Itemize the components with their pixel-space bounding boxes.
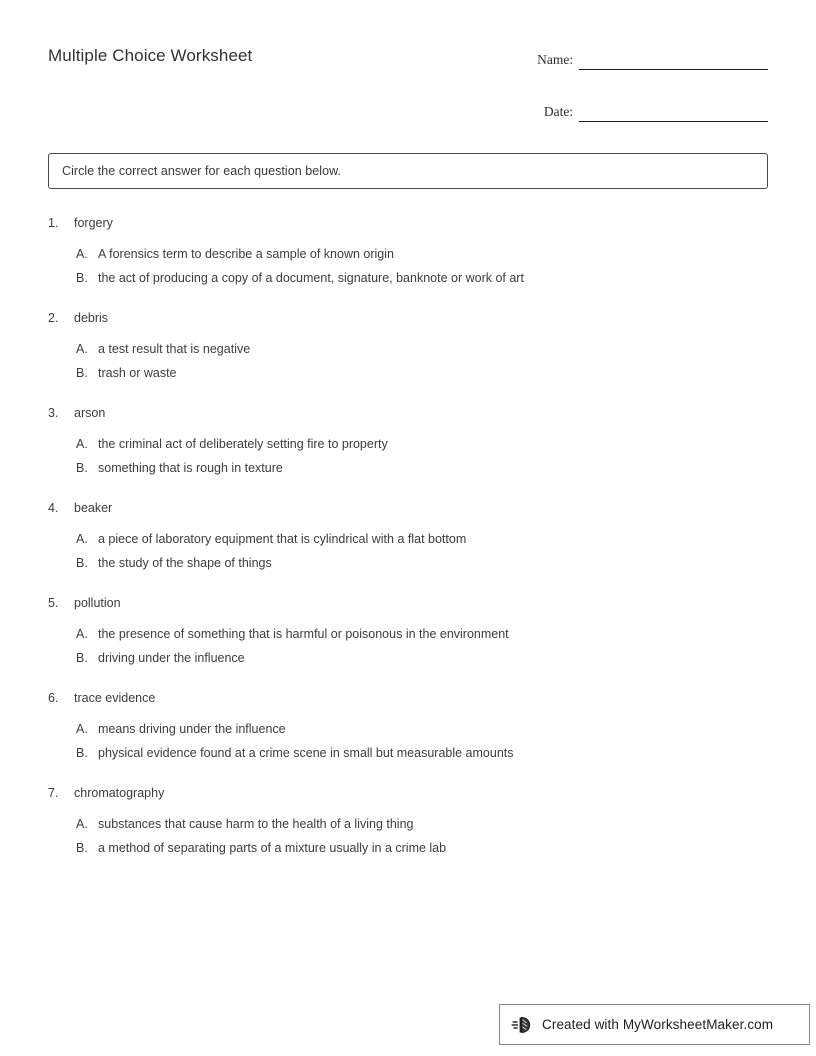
- question-term: arson: [74, 406, 106, 420]
- worksheet-header: [48, 40, 768, 120]
- instruction-box: [48, 153, 768, 189]
- option-text: driving under the influence: [98, 651, 245, 665]
- option-letter: B.: [76, 651, 88, 665]
- question-number: 3.: [48, 406, 59, 420]
- created-with-badge[interactable]: [499, 1004, 810, 1045]
- date-field-row: [518, 92, 768, 122]
- instruction-text: Circle the correct answer for each question below.: [62, 164, 342, 178]
- option-letter: B.: [76, 746, 88, 760]
- student-fields: [518, 40, 768, 122]
- option-letter: A.: [76, 532, 88, 546]
- option-text: the presence of something that is harmful or poisonous in the environment: [98, 627, 509, 641]
- option-text: A forensics term to describe a sample of known origin: [98, 247, 394, 261]
- question-number: 1.: [48, 216, 59, 230]
- option-letter: A.: [76, 722, 88, 736]
- question-block: [48, 311, 768, 380]
- question-term: chromatography: [74, 786, 165, 800]
- name-field-row: [518, 40, 768, 70]
- option-letter: B.: [76, 271, 88, 285]
- answer-option[interactable]: [76, 746, 768, 760]
- option-text: a piece of laboratory equipment that is cylindrical with a flat bottom: [98, 532, 467, 546]
- question-block: [48, 691, 768, 760]
- option-letter: A.: [76, 247, 88, 261]
- answer-option[interactable]: [76, 461, 768, 475]
- question-number: 5.: [48, 596, 59, 610]
- question-header: [48, 501, 768, 515]
- question-header: [48, 596, 768, 610]
- answer-option[interactable]: [76, 556, 768, 570]
- answer-option[interactable]: [76, 437, 768, 451]
- answer-option[interactable]: [76, 247, 768, 261]
- badge-label: Created with MyWorksheetMaker.com: [542, 1017, 774, 1032]
- question-block: [48, 596, 768, 665]
- question-term: pollution: [74, 596, 121, 610]
- option-letter: B.: [76, 366, 88, 380]
- date-input-line[interactable]: [579, 104, 768, 122]
- option-letter: A.: [76, 627, 88, 641]
- question-header: [48, 311, 768, 325]
- option-text: something that is rough in texture: [98, 461, 283, 475]
- answer-option[interactable]: [76, 532, 768, 546]
- question-header: [48, 406, 768, 420]
- question-block: [48, 786, 768, 855]
- name-input-line[interactable]: [579, 52, 768, 70]
- option-text: a method of separating parts of a mixture usually in a crime lab: [98, 841, 447, 855]
- question-term: beaker: [74, 501, 113, 515]
- option-text: trash or waste: [98, 366, 177, 380]
- option-letter: B.: [76, 841, 88, 855]
- option-text: physical evidence found at a crime scene in small but measurable amounts: [98, 746, 514, 760]
- question-header: [48, 786, 768, 800]
- answer-option[interactable]: [76, 841, 768, 855]
- answer-option[interactable]: [76, 342, 768, 356]
- answer-option[interactable]: [76, 366, 768, 380]
- option-text: the act of producing a copy of a document, signature, banknote or work of art: [98, 271, 524, 285]
- answer-option[interactable]: [76, 271, 768, 285]
- question-header: [48, 691, 768, 705]
- option-letter: A.: [76, 817, 88, 831]
- option-text: the criminal act of deliberately setting fire to property: [98, 437, 388, 451]
- option-text: the study of the shape of things: [98, 556, 272, 570]
- question-header: [48, 216, 768, 230]
- question-number: 7.: [48, 786, 59, 800]
- page-title: Multiple Choice Worksheet: [48, 46, 253, 65]
- answer-option[interactable]: [76, 627, 768, 641]
- option-text: means driving under the influence: [98, 722, 286, 736]
- date-label: Date:: [543, 104, 574, 119]
- question-list: [48, 216, 768, 855]
- question-number: 4.: [48, 501, 59, 515]
- question-block: [48, 406, 768, 475]
- option-text: substances that cause harm to the health of a living thing: [98, 817, 414, 831]
- answer-option[interactable]: [76, 651, 768, 665]
- speed-flag-logo-icon: [511, 1013, 535, 1037]
- question-term: debris: [74, 311, 109, 325]
- question-number: 2.: [48, 311, 59, 325]
- question-term: forgery: [74, 216, 113, 230]
- option-letter: B.: [76, 461, 88, 475]
- question-term: trace evidence: [74, 691, 156, 705]
- question-number: 6.: [48, 691, 59, 705]
- name-label: Name:: [537, 52, 574, 67]
- answer-option[interactable]: [76, 722, 768, 736]
- option-letter: A.: [76, 342, 88, 356]
- option-text: a test result that is negative: [98, 342, 251, 356]
- question-block: [48, 216, 768, 285]
- option-letter: A.: [76, 437, 88, 451]
- answer-option[interactable]: [76, 817, 768, 831]
- question-block: [48, 501, 768, 570]
- option-letter: B.: [76, 556, 88, 570]
